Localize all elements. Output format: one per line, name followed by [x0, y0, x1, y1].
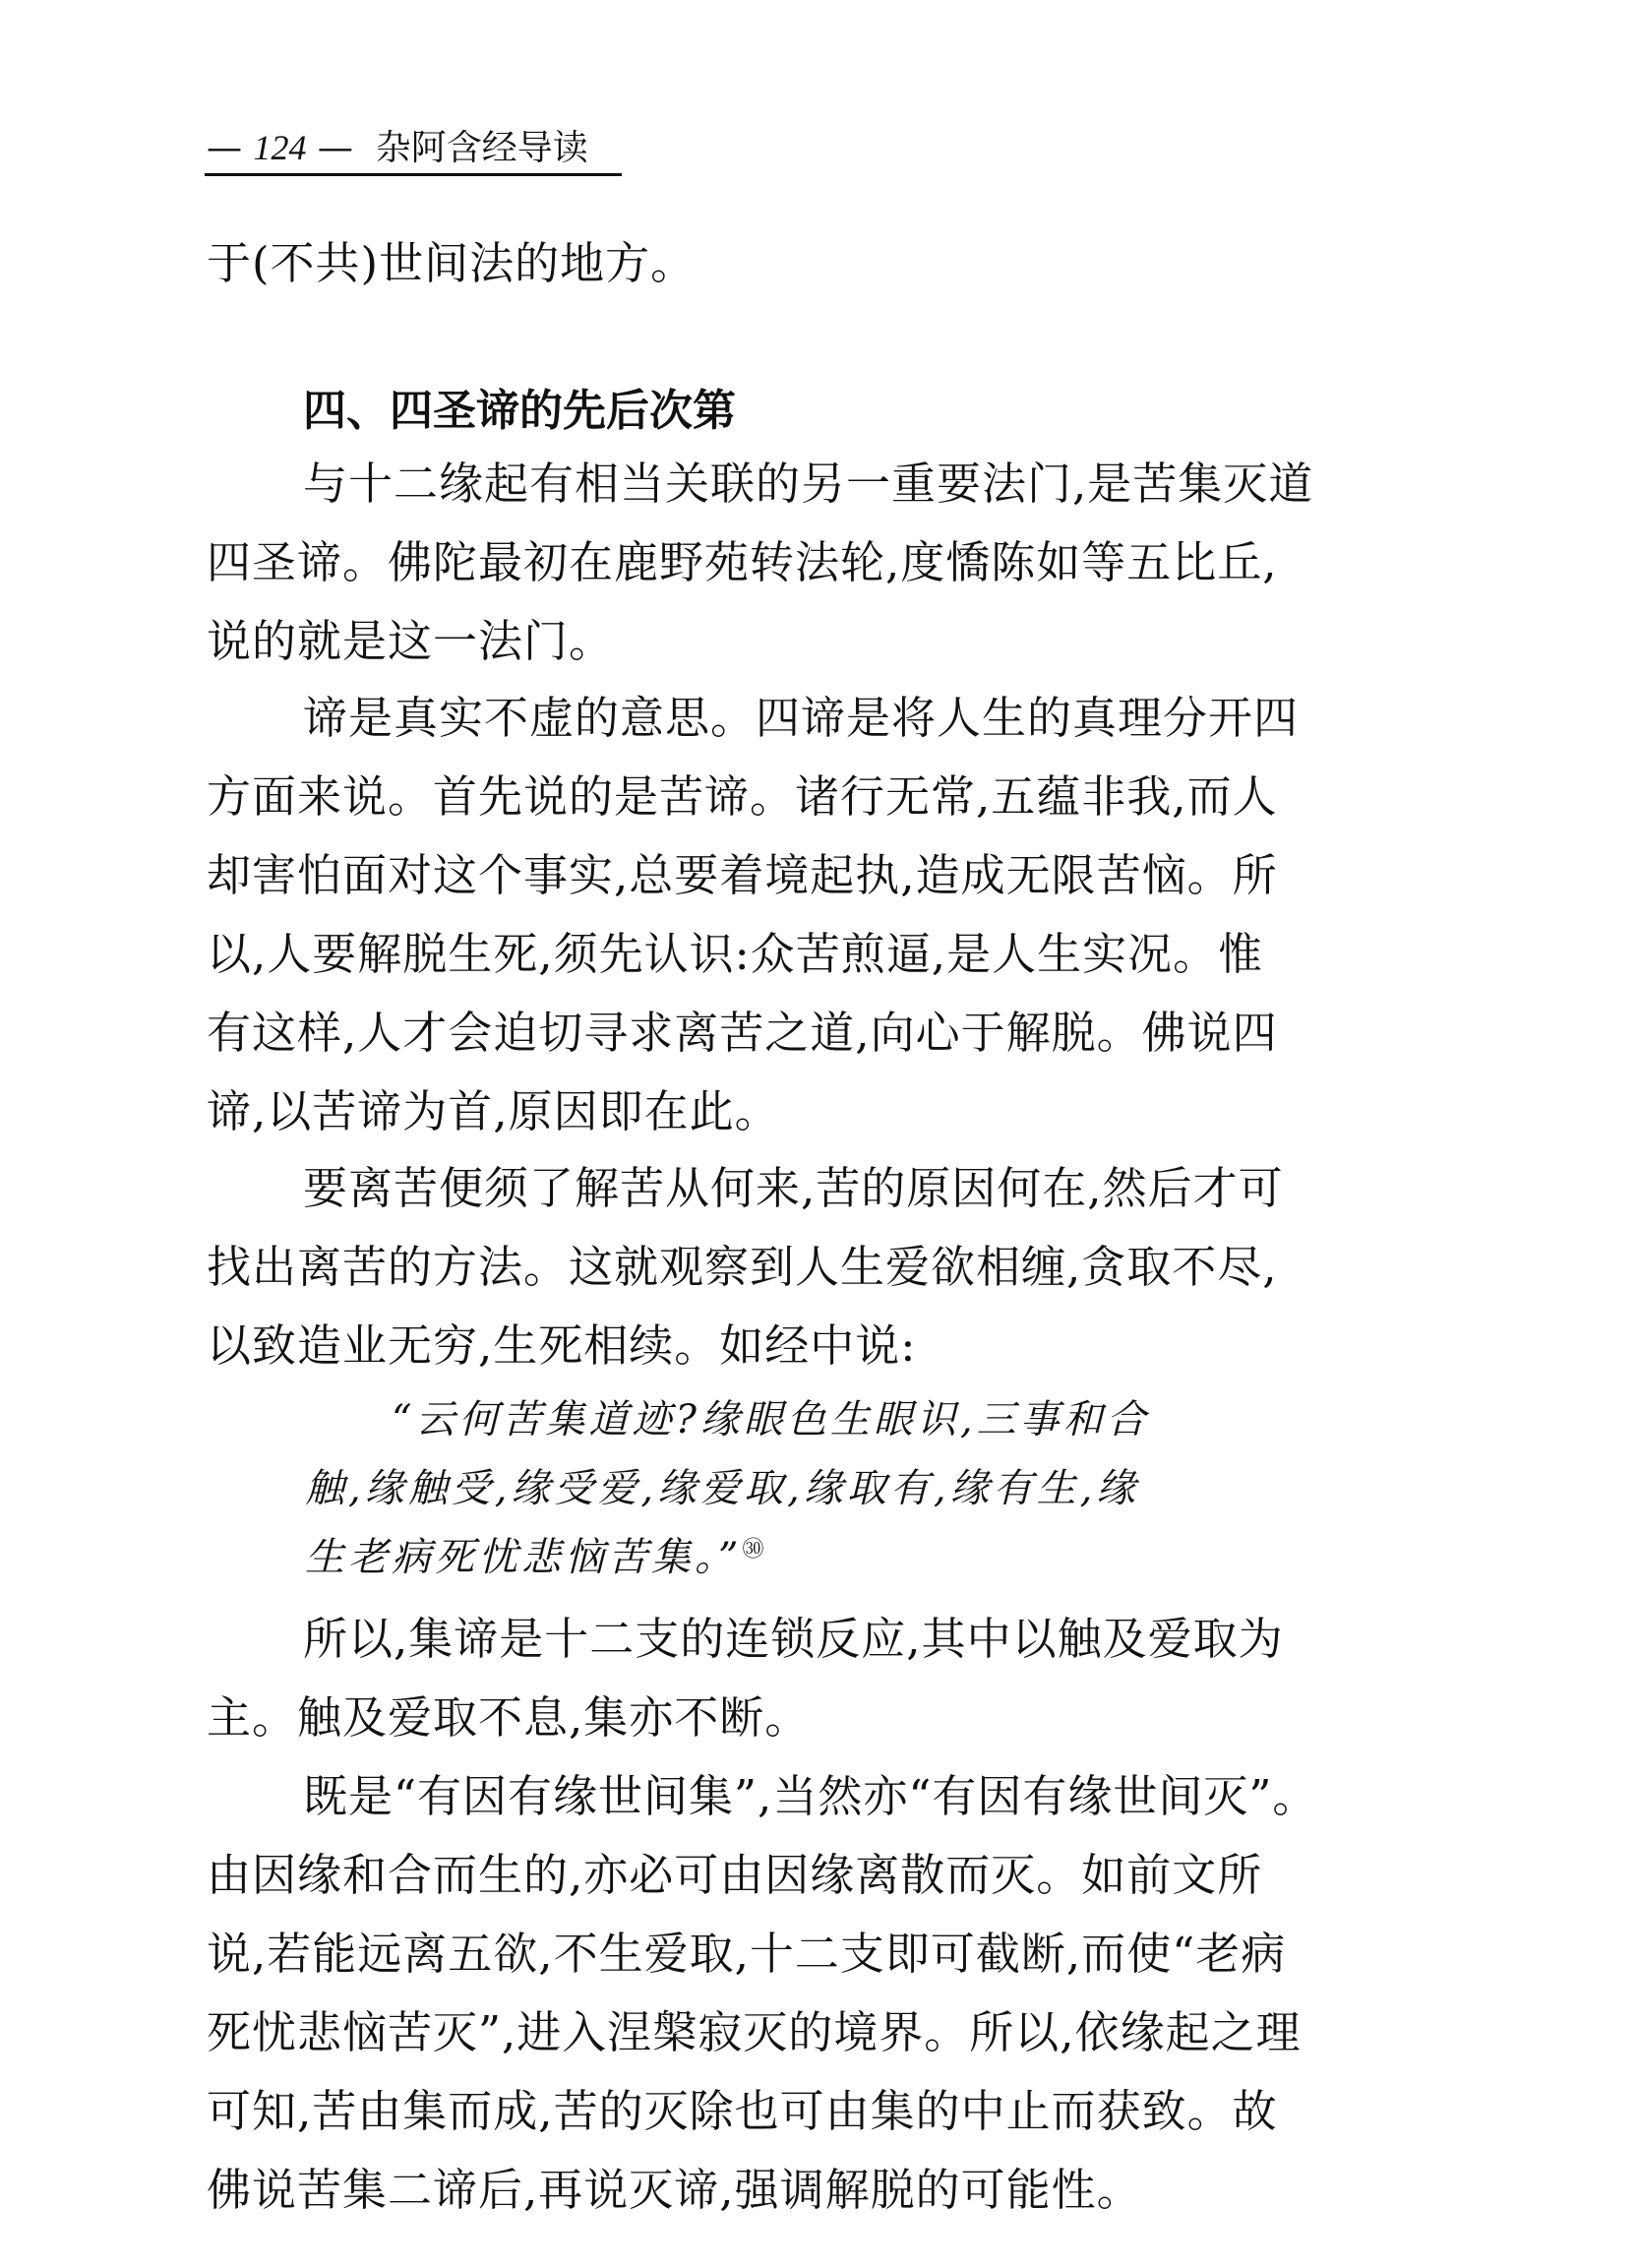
paragraph-line: 与十二缘起有相当关联的另一重要法门,是苦集灭道 [303, 458, 1314, 510]
book-title: 杂阿含经导读 [375, 128, 588, 168]
paragraph-line: 主。触及爱取不息,集亦不断。 [207, 1691, 811, 1744]
paragraph-line: 死忧悲恼苦灭”,进入涅槃寂灭的境界。所以,依缘起之理 [207, 2006, 1302, 2058]
quote-text: 生老病死忧悲恼苦集。” [305, 1535, 743, 1580]
paragraph-line: 由因缘和合而生的,亦必可由因缘离散而灭。如前文所 [207, 1849, 1263, 1901]
paragraph-line: 以,人要解脱生死,须先认识:众苦煎逼,是人生实况。惟 [207, 928, 1264, 980]
paragraph-line: 却害怕面对这个事实,总要着境起执,造成无限苦恼。所 [207, 849, 1278, 901]
paragraph-line: 谛是真实不虚的意思。四谛是将人生的真理分开四 [303, 692, 1300, 744]
running-head [207, 126, 620, 170]
footnote-marker: ㉚ [742, 1537, 768, 1563]
paragraph-line: 找出离苦的方法。这就观察到人生爱欲相缠,贪取不尽, [207, 1241, 1278, 1293]
quote-line: 触,缘触受,缘受爱,缘爱取,缘取有,缘有生,缘 [305, 1466, 1140, 1511]
paragraph-line: 说的就是这一法门。 [207, 615, 615, 667]
paragraph-line: 所以,集谛是十二支的连锁反应,其中以触及爱取为 [303, 1613, 1284, 1665]
paragraph-line: 四圣谛。佛陀最初在鹿野苑转法轮,度憍陈如等五比丘, [207, 536, 1278, 588]
section-heading: 四、四圣谛的先后次第 [303, 386, 736, 436]
dash: — [306, 128, 376, 168]
paragraph-line: 可知,苦由集而成,苦的灭除也可由集的中止而获致。故 [207, 2085, 1278, 2137]
paragraph-line: 谛,以苦谛为首,原因即在此。 [207, 1085, 780, 1137]
quote-line: “云何苦集道迹?缘眼色生眼识,三事和合 [392, 1397, 1150, 1442]
page-number: 124 [253, 128, 307, 167]
dash: — [207, 128, 254, 168]
paragraph-line: 说,若能远离五欲,不生爱取,十二支即可截断,而使“老病 [207, 1928, 1287, 1980]
paragraph-line: 以致造业无穷,生死相续。如经中说: [207, 1319, 917, 1372]
paragraph-line: 方面来说。首先说的是苦谛。诸行无常,五蕴非我,而人 [207, 770, 1278, 823]
paragraph-line: 既是“有因有缘世间集”,当然亦“有因有缘世间灭”。 [303, 1770, 1318, 1822]
header-rule [205, 173, 622, 176]
paragraph-line: 要离苦便须了解苦从何来,苦的原因何在,然后才可 [303, 1162, 1284, 1214]
quote-line-last [305, 1523, 767, 1592]
paragraph-line: 佛说苦集二谛后,再说灭谛,强调解脱的可能性。 [207, 2164, 1142, 2216]
continuation-line: 于(不共)世间法的地方。 [207, 237, 697, 289]
paragraph-line: 有这样,人才会迫切寻求离苦之道,向心于解脱。佛说四 [207, 1007, 1278, 1059]
